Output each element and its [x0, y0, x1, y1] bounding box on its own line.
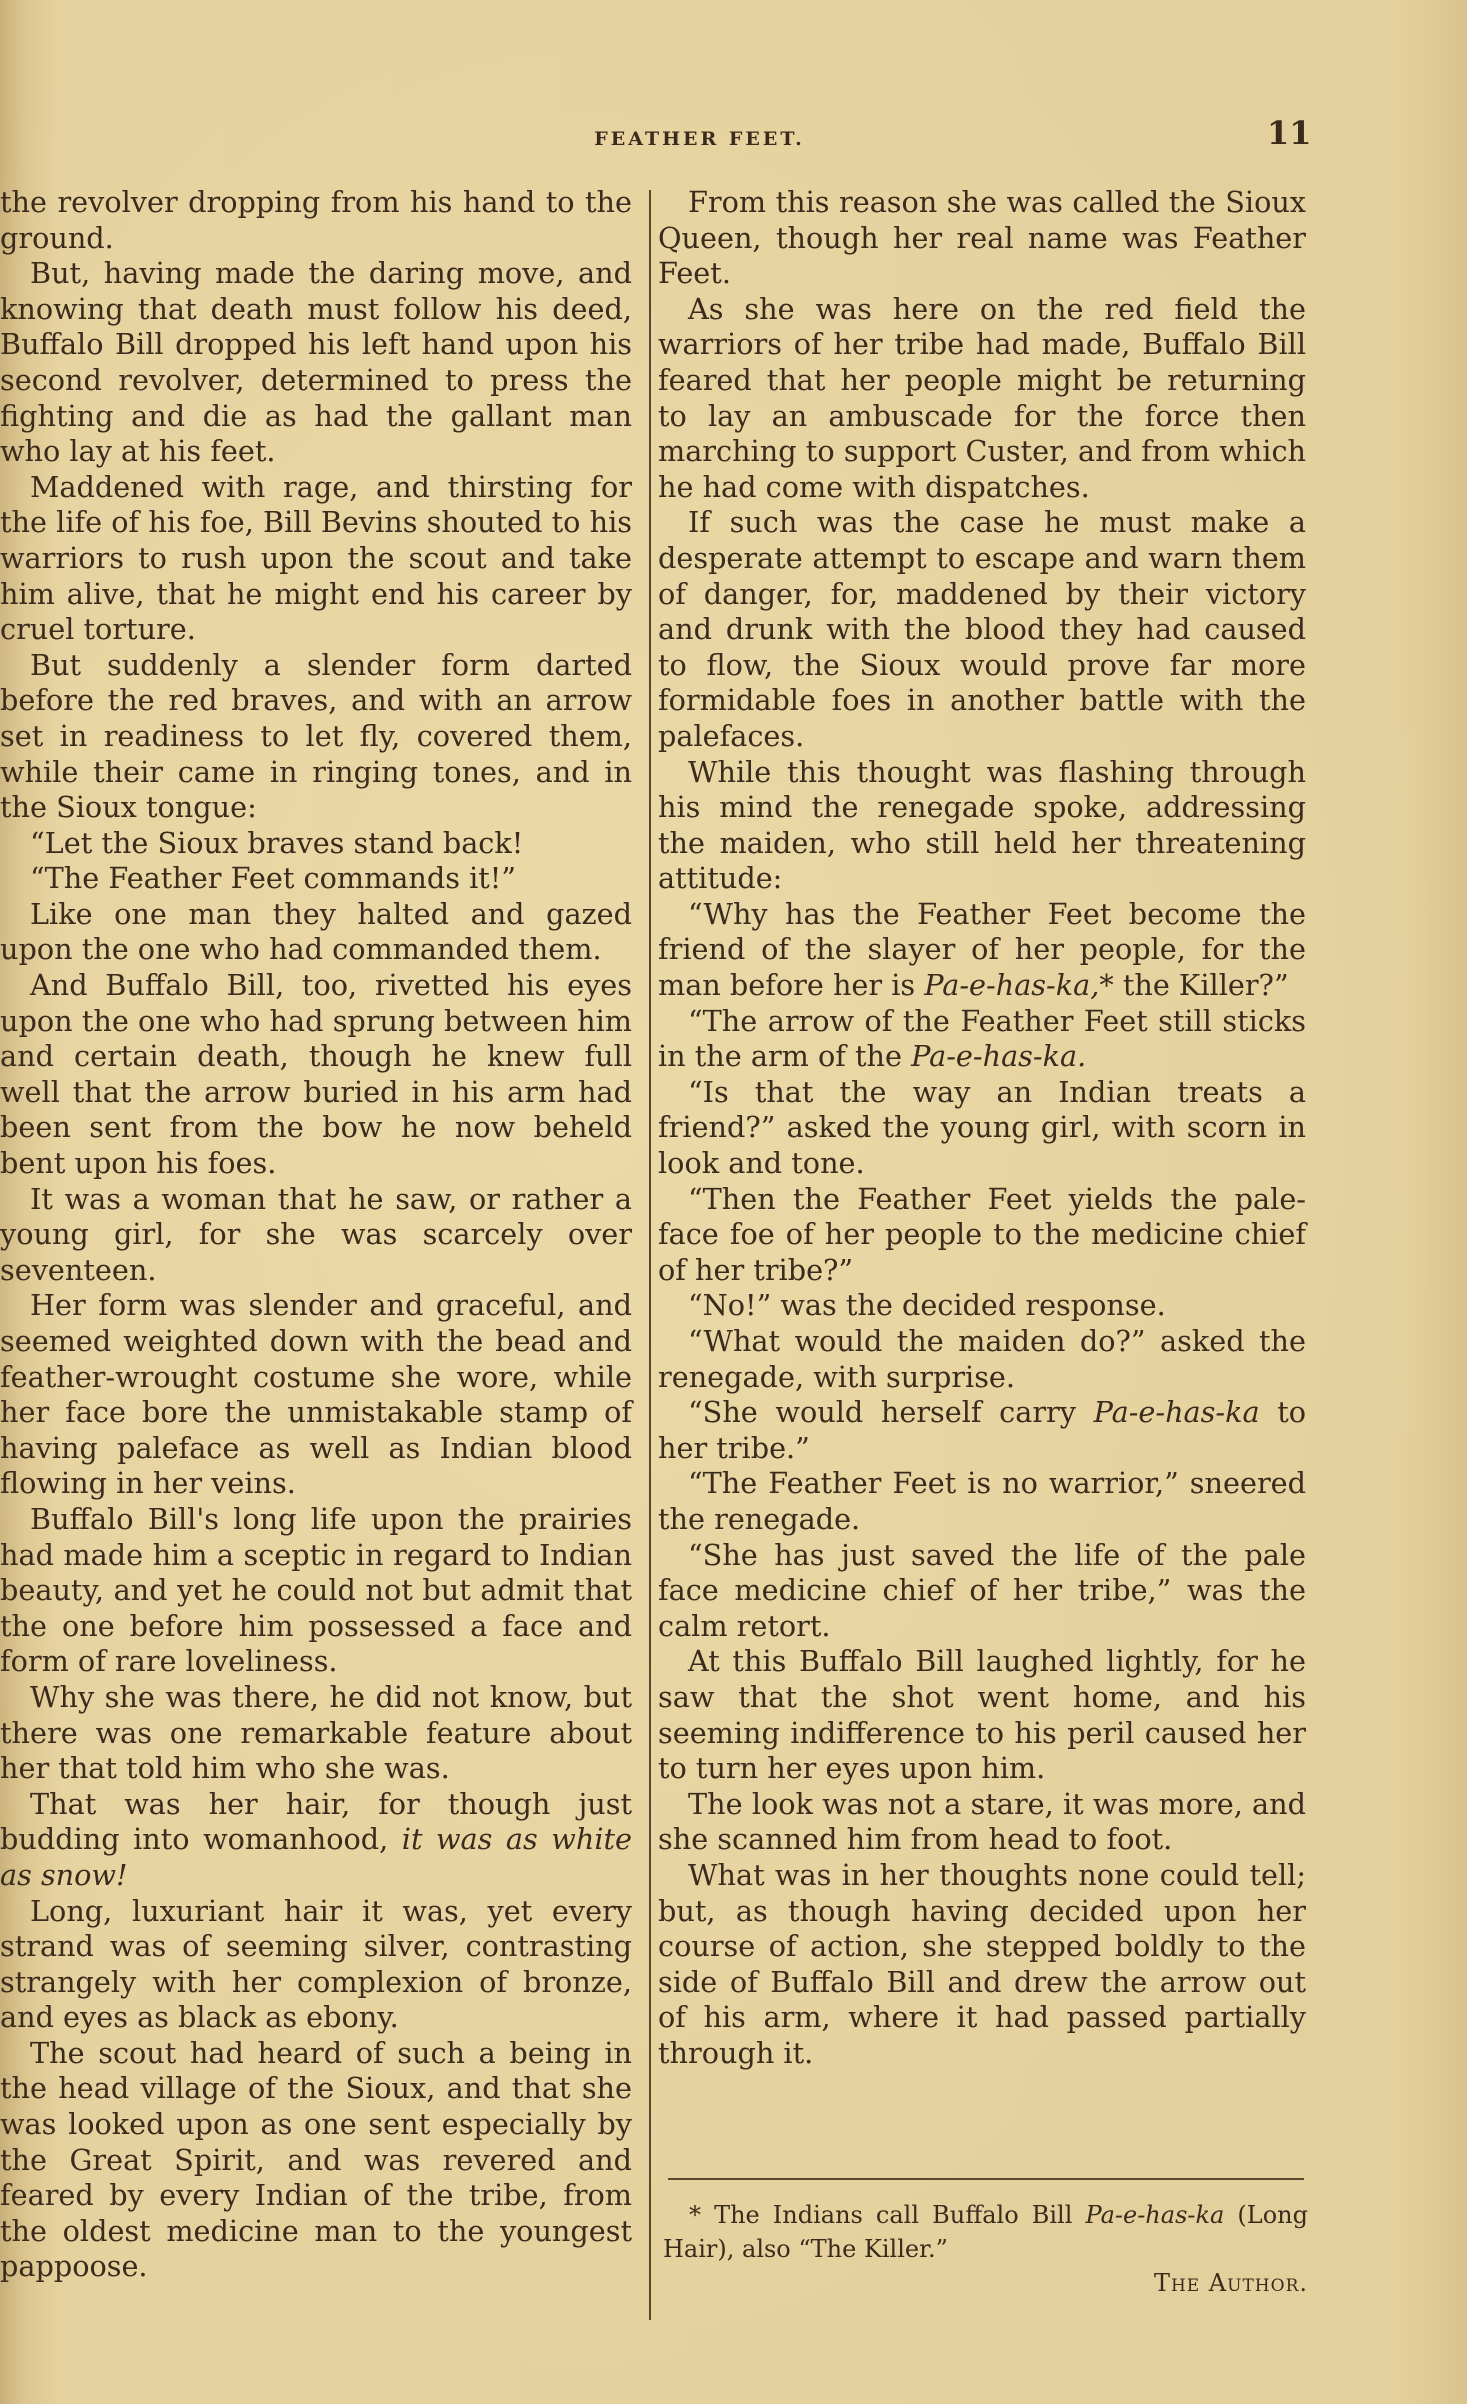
paragraph: “Let the Sioux braves stand back!: [30, 825, 524, 860]
paragraph: While this thought was flashing through his mind the renegade spoke, addressing the maiden, who still held her threatening attitude:: [658, 754, 1306, 896]
italic-emphasis: it was as white as snow!: [0, 1822, 632, 1892]
paragraph: “No!” was the decided response.: [688, 1288, 1166, 1323]
paragraph: From this reason she was called the Sioux Queen, though her real name was Feather Feet.: [658, 185, 1306, 291]
paragraph: “She has just saved the life of the pale face medicine chief of her tribe,” was the calm retort.: [658, 1537, 1306, 1643]
text-run: (Long Hair), also “The Killer.”: [663, 2201, 1308, 2263]
paragraph: At this Buffalo Bill laughed lightly, for he saw that the shot went home, and his seeming indifference to his peril caused her to turn her eyes upon him.: [658, 1644, 1306, 1786]
italic-name: Pa-e-has-ka,*: [924, 968, 1114, 1003]
column-divider: [649, 190, 651, 2320]
paragraph: It was a woman that he saw, or rather a young girl, for she was scarcely over seventeen.: [0, 1181, 632, 1287]
paragraph: The scout had heard of such a being in the head village of the Sioux, and that she was looked upon as one sent especially by the Great Spirit, and was revered and feared by every Indian of the tribe, from the oldest medicine man to the youngest pappoose.: [0, 2035, 632, 2284]
italic-name: Pa-e-has-ka.: [911, 1039, 1087, 1074]
paragraph: But, having made the daring move, and knowing that death must follow his deed, Buffalo Bill dropped his left hand upon his second revolver, determined to press the fighting and die as had the gallant man who lay at his feet.: [0, 256, 632, 469]
paragraph: Maddened with rage, and thirsting for the life of his foe, Bill Bevins shouted to his warriors to rush upon the scout and take him alive, that he might end his career by cruel torture.: [0, 469, 632, 647]
paragraph: And Buffalo Bill, too, rivetted his eyes upon the one who had sprung between him and certain death, though he knew full well that the arrow buried in his arm had been sent from the bow he now beheld bent upon his foes.: [0, 968, 632, 1181]
paragraph: “What would the maiden do?” asked the renegade, with surprise.: [658, 1324, 1306, 1394]
text-run: “She would herself carry: [688, 1395, 1076, 1430]
page-number: 11: [1267, 114, 1312, 152]
right-column: [658, 185, 1306, 2071]
footnote-text: [663, 2198, 1308, 2266]
paragraph: Why she was there, he did not know, but there was one remarkable feature about her that told him who she was.: [0, 1679, 632, 1786]
text-run: That was her hair, for though just budding into womanhood,: [0, 1786, 632, 1857]
left-column: [0, 185, 632, 2285]
paragraph: “The Feather Feet is no warrior,” sneered the renegade.: [658, 1466, 1306, 1536]
paragraph: [658, 1004, 1306, 1075]
text-run: to her tribe.”: [658, 1395, 1307, 1465]
footnote-signature: The Author.: [1153, 2269, 1308, 2297]
text-run: * The Indians call Buffalo Bill: [689, 2201, 1073, 2229]
text-run: the Killer?”: [1122, 968, 1289, 1003]
paragraph: Like one man they halted and gazed upon the one who had commanded them.: [0, 896, 632, 967]
footnote: [663, 2198, 1308, 2300]
running-title: FEATHER FEET.: [594, 128, 805, 150]
paragraph: the revolver dropping from his hand to the ground.: [0, 185, 632, 255]
paragraph: “Is that the way an Indian treats a friend?” asked the young girl, with scorn in look and tone.: [658, 1074, 1306, 1181]
paragraph: But suddenly a slender form darted before the red braves, and with an arrow set in readiness to let fly, covered them, while their came in ringing tones, and in the Sioux tongue:: [0, 647, 632, 825]
paragraph: The look was not a stare, it was more, and she scanned him from head to foot.: [658, 1786, 1306, 1857]
footnote-rule: [668, 2178, 1304, 2180]
paragraph: [658, 1395, 1306, 1466]
paragraph: “The Feather Feet commands it!”: [30, 861, 516, 896]
paragraph: [0, 1787, 632, 1894]
text-run: “Why has the Feather Feet become the friend of the slayer of her people, for the man before her is: [658, 896, 1306, 1003]
paragraph: “Then the Feather Feet yields the pale-face foe of her people to the medicine chief of her tribe?”: [658, 1181, 1306, 1287]
italic-name: Pa-e-has-ka: [1085, 2201, 1225, 2229]
paragraph: [658, 897, 1306, 1004]
paragraph: What was in her thoughts none could tell; but, as though having decided upon her course of action, she stepped boldly to the side of Buffalo Bill and drew the arrow out of his arm, where it had passed partially through it.: [658, 1857, 1306, 2070]
paragraph: Her form was slender and graceful, and seemed weighted down with the bead and feather-wrought costume she wore, while her face bore the unmistakable stamp of having paleface as well as Indian blood flowing in her veins.: [0, 1288, 632, 1501]
paragraph: If such was the case he must make a desperate attempt to escape and warn them of danger, for, maddened by their victory and drunk with the blood they had caused to flow, the Sioux would prove far more formidable foes in another battle with the palefaces.: [658, 505, 1306, 753]
paragraph: Long, luxuriant hair it was, yet every strand was of seeming silver, contrasting strangely with her complexion of bronze, and eyes as black as ebony.: [0, 1893, 632, 2035]
paragraph: As she was here on the red field the warriors of her tribe had made, Buffalo Bill feared that her people might be returning to lay an ambuscade for the force then marching to support Custer, and from which he had come with dispatches.: [658, 291, 1306, 504]
text-run: “The arrow of the Feather Feet still sticks in the arm of the: [658, 1003, 1306, 1074]
italic-name: Pa-e-has-ka: [1093, 1395, 1260, 1430]
paragraph: Buffalo Bill's long life upon the prairies had made him a sceptic in regard to Indian beauty, and yet he could not but admit that the one before him possessed a face and form of rare loveliness.: [0, 1501, 632, 1679]
